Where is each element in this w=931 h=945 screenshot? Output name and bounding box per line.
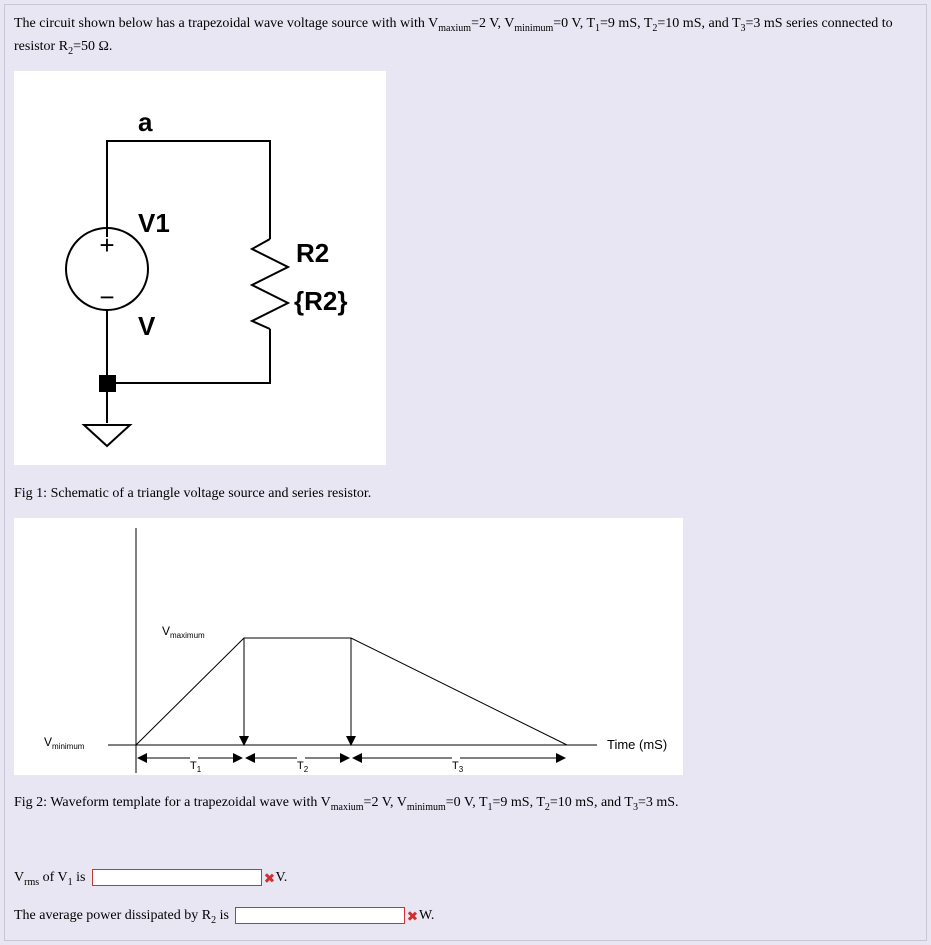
source-plus-sign: + (99, 230, 115, 260)
source-value-label: V (138, 311, 156, 341)
right-wire (107, 329, 270, 383)
source-name-label: V1 (138, 208, 170, 238)
time-axis-label: Time (mS) (607, 737, 668, 752)
power-answer-input[interactable] (235, 907, 405, 924)
resistor-name-label: R2 (296, 238, 330, 268)
ground-node (99, 375, 116, 392)
question-power (14, 907, 434, 924)
question-vrms-label: $V_{rms}$ of $V_1$ is (14, 869, 86, 888)
vrms-answer-input[interactable] (92, 869, 262, 886)
problem-statement: The circuit shown below has a trapezoidal wave voltage source with with $V_{maxium}=2$ V, $V_{minimum}=0$ V, $T_1=9$ mS, $T_2=10$ mS, and $T_3=3$ mS series connected to resistor $R_2=50$ Ω. (14, 16, 893, 57)
vrms-unit: V. (275, 869, 288, 885)
fig2-caption: Fig 2: Waveform template for a trapezoidal wave with $V_{maxium}=2$ V, $V_{minimum}=0$ V, $T_1=9$ mS, $T_2=10$ mS, and $T_3=3$ mS. (14, 795, 679, 813)
power-unit: W. (418, 907, 435, 923)
fig1-caption: Fig 1: Schematic of a triangle voltage source and series resistor. (14, 486, 372, 501)
resistor-value-label: {R2} (294, 286, 348, 316)
ground-symbol (84, 425, 130, 446)
question-vrms (14, 869, 287, 886)
incorrect-x-icon (265, 874, 273, 882)
waveform-figure (14, 518, 683, 775)
t2-label: $T_2$ (297, 760, 309, 774)
vmin-label: $V_{minimum}$ (44, 735, 85, 751)
t1-label: $T_1$ (190, 760, 202, 774)
source-minus-sign: − (99, 282, 115, 312)
t3-label: $T_3$ (452, 760, 464, 774)
circuit-schematic-figure (14, 71, 386, 465)
top-wire (107, 141, 270, 239)
node-label-a: a (138, 107, 153, 137)
resistor-symbol (252, 239, 288, 329)
waveform-diagram (14, 518, 683, 775)
circuit-schematic (14, 71, 386, 465)
incorrect-x-icon (408, 912, 416, 920)
question-power-label: The average power dissipated by $R_2$ is (14, 907, 229, 926)
vmax-label: $V_{maximum}$ (162, 624, 205, 640)
